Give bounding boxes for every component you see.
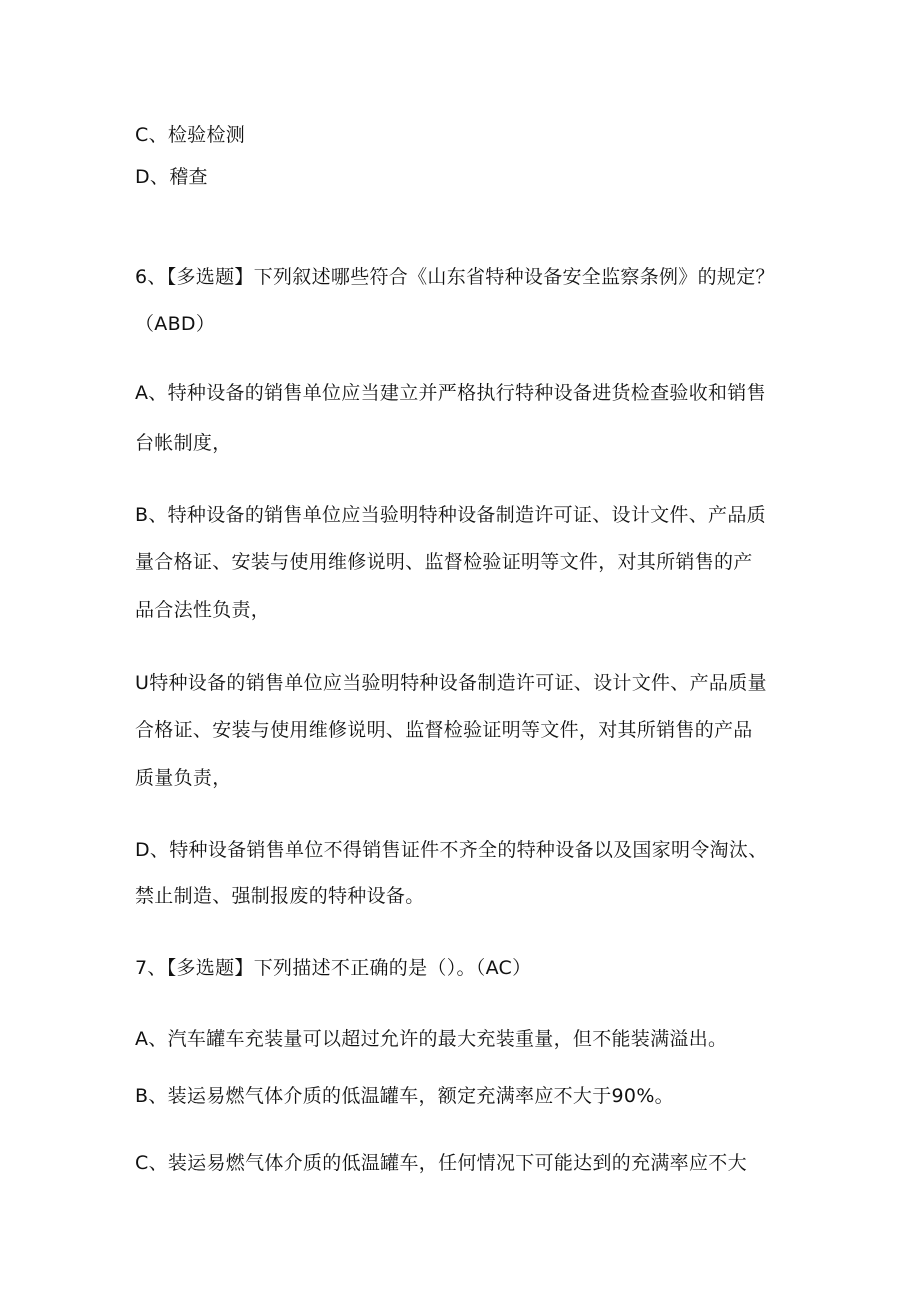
option-a-q7: A、汽车罐车充装量可以超过允许的最大充装重量，但不能装满溢出。 — [135, 1028, 728, 1050]
option-c-q5: C、检验检测 — [135, 124, 246, 146]
option-a-q6-line-2: 台帐制度， — [135, 432, 232, 454]
option-b-q7: B、装运易燃气体介质的低温罐车，额定充满率应不大于90%。 — [135, 1085, 674, 1107]
option-b-q6-line-3: 品合法性负责， — [135, 599, 271, 621]
option-c-q6-line-1: U特种设备的销售单位应当验明特种设备制造许可证、设计文件、产品质量 — [135, 672, 767, 694]
question-7: 7、【多选题】下列描述不正确的是（）。（AC） — [135, 957, 532, 979]
option-d-q6-line-2: 禁止制造、强制报废的特种设备。 — [135, 885, 425, 907]
option-c-q6-line-3: 质量负责， — [135, 767, 232, 789]
option-d-q5: D、稽查 — [135, 166, 208, 188]
option-c-q7: C、装运易燃气体介质的低温罐车，任何情况下可能达到的充满率应不大 — [135, 1152, 747, 1174]
option-d-q6-line-1: D、特种设备销售单位不得销售证件不齐全的特种设备以及国家明令淘汰、 — [135, 839, 768, 861]
option-c-q6-line-2: 合格证、安装与使用维修说明、监督检验证明等文件，对其所销售的产品 — [135, 719, 753, 741]
question-6-answer: （ABD） — [135, 313, 216, 335]
option-b-q6-line-1: B、特种设备的销售单位应当验明特种设备制造许可证、设计文件、产品质 — [135, 504, 766, 526]
option-a-q6-line-1: A、特种设备的销售单位应当建立并严格执行特种设备进货检查验收和销售 — [135, 382, 766, 404]
option-b-q6-line-2: 量合格证、安装与使用维修说明、监督检验证明等文件，对其所销售的产 — [135, 551, 753, 573]
question-6-line-1: 6、【多选题】下列叙述哪些符合《山东省特种设备安全监察条例》的规定？ — [135, 266, 775, 288]
